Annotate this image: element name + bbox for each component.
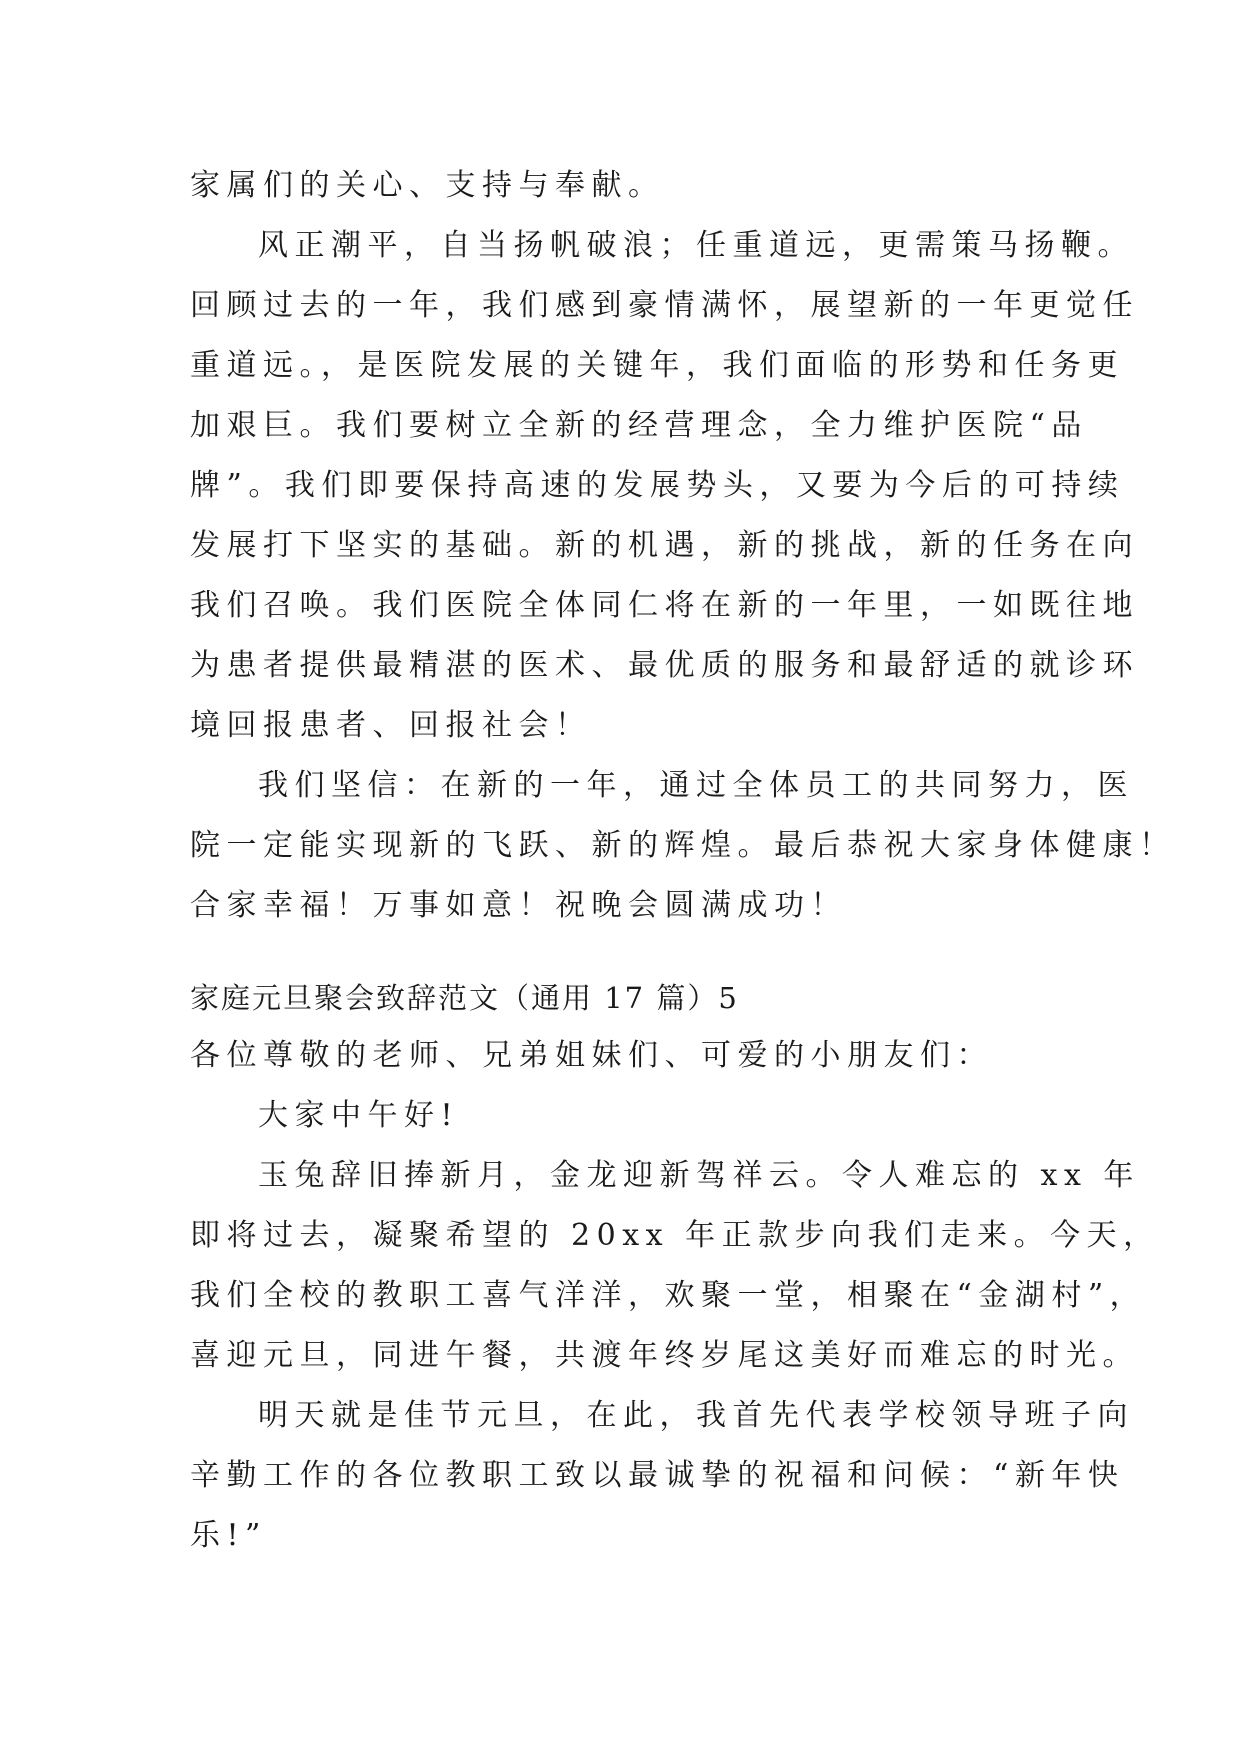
paragraph-line: 合家幸福！万事如意！祝晚会圆满成功！	[190, 888, 847, 923]
paragraph-line: 辛勤工作的各位教职工致以最诚挚的祝福和问候：“新年快	[190, 1458, 1125, 1493]
paragraph-line: 明天就是佳节元旦，在此，我首先代表学校领导班子向	[258, 1398, 1134, 1433]
paragraph-line: 风正潮平，自当扬帆破浪；任重道远，更需策马扬鞭。	[258, 228, 1134, 263]
greeting-line: 大家中午好!	[258, 1098, 460, 1133]
paragraph-line: 我们召唤。我们医院全体同仁将在新的一年里，一如既往地	[190, 588, 1139, 623]
paragraph-line: 家属们的关心、支持与奉献。	[190, 168, 665, 203]
paragraph-line: 加艰巨。我们要树立全新的经营理念，全力维护医院“品	[190, 408, 1088, 443]
paragraph-line: 回顾过去的一年，我们感到豪情满怀，展望新的一年更觉任	[190, 288, 1139, 323]
paragraph-line: 我们坚信：在新的一年，通过全体员工的共同努力，医	[258, 768, 1134, 803]
salutation-line: 各位尊敬的老师、兄弟姐妹们、可爱的小朋友们：	[190, 1038, 993, 1073]
paragraph-line: 即将过去，凝聚希望的 20xx 年正款步向我们走来。今天，	[190, 1218, 1160, 1253]
paragraph-line: 玉兔辞旧捧新月，金龙迎新驾祥云。令人难忘的 xx 年	[258, 1158, 1140, 1193]
paragraph-line: 发展打下坚实的基础。新的机遇，新的挑战，新的任务在向	[190, 528, 1139, 563]
paragraph-line: 重道远。，是医院发展的关键年，我们面临的形势和任务更	[190, 348, 1124, 383]
paragraph-line: 为患者提供最精湛的医术、最优质的服务和最舒适的就诊环	[190, 648, 1139, 683]
document-page	[190, 0, 1176, 1754]
paragraph-line: 院一定能实现新的飞跃、新的辉煌。最后恭祝大家身体健康！	[190, 828, 1176, 863]
paragraph-line: 我们全校的教职工喜气洋洋，欢聚一堂，相聚在“金湖村”，	[190, 1278, 1147, 1313]
paragraph-line: 牌”。我们即要保持高速的发展势头，又要为今后的可持续	[190, 468, 1125, 503]
paragraph-line: 喜迎元旦，同进午餐，共渡年终岁尾这美好而难忘的时光。	[190, 1338, 1139, 1373]
paragraph-line: 乐!”	[190, 1518, 267, 1553]
paragraph-line: 境回报患者、回报社会！	[190, 708, 592, 743]
section-title: 家庭元旦聚会致辞范文（通用 17 篇）5	[190, 981, 739, 1015]
